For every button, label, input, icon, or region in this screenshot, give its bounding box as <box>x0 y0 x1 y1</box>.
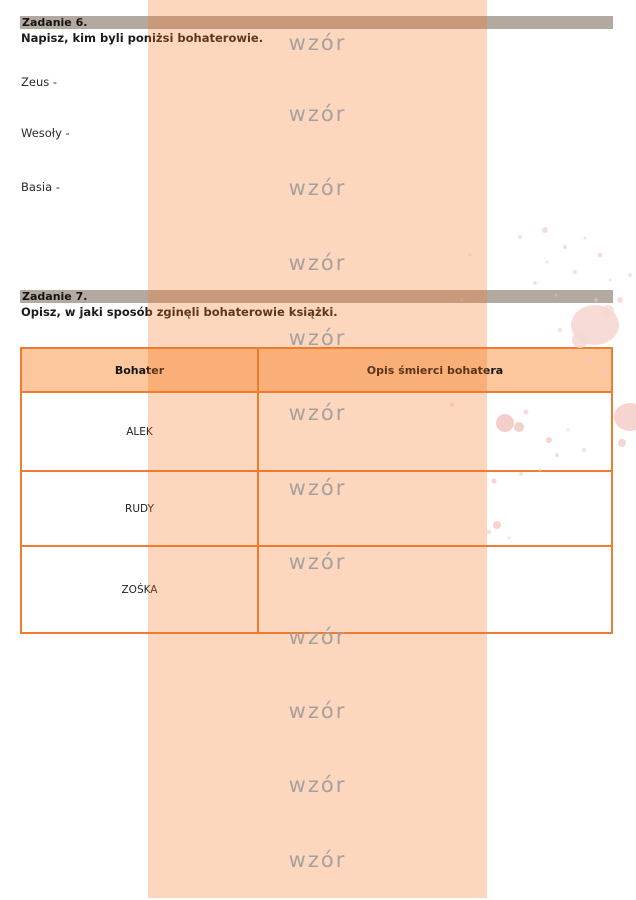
column-header-hero: Bohater <box>21 348 258 392</box>
death-description-cell <box>258 392 612 471</box>
task7-title: Zadanie 7. <box>22 290 88 303</box>
watermark-text: wzór <box>288 773 347 797</box>
table-row <box>21 471 612 546</box>
task6-instruction: Napisz, kim byli poniżsi bohaterowie. <box>21 31 264 45</box>
hero-name-cell: RUDY <box>21 471 258 546</box>
watermark-text: wzór <box>288 326 347 350</box>
watermark-text: wzór <box>288 550 347 574</box>
watermark-text: wzór <box>288 699 347 723</box>
prompt-wesoly: Wesoły - <box>21 126 70 140</box>
watermark-text: wzór <box>288 401 347 425</box>
watermark-text: wzór <box>288 102 347 126</box>
hero-name-cell: ZOŚKA <box>21 546 258 633</box>
watermark-text: wzór <box>288 31 347 55</box>
prompt-basia: Basia - <box>21 180 60 194</box>
heroes-death-table <box>20 347 613 634</box>
hero-name-cell: ALEK <box>21 392 258 471</box>
prompt-zeus: Zeus - <box>21 75 58 89</box>
task6-header-bar <box>20 16 613 29</box>
table-row <box>21 546 612 633</box>
watermark-text: wzór <box>288 176 347 200</box>
watermark-text: wzór <box>288 625 347 649</box>
table-row <box>21 392 612 471</box>
task7-header-bar <box>20 290 613 303</box>
column-header-death: Opis śmierci bohatera <box>258 348 612 392</box>
death-description-cell <box>258 546 612 633</box>
watermark-text: wzór <box>288 476 347 500</box>
table-header-row <box>21 348 612 392</box>
watermark-text: wzór <box>288 251 347 275</box>
watermark-text: wzór <box>288 848 347 872</box>
death-description-cell <box>258 471 612 546</box>
task7-instruction: Opisz, w jaki sposób zginęli bohaterowie książki. <box>21 305 338 319</box>
task6-title: Zadanie 6. <box>22 16 88 29</box>
